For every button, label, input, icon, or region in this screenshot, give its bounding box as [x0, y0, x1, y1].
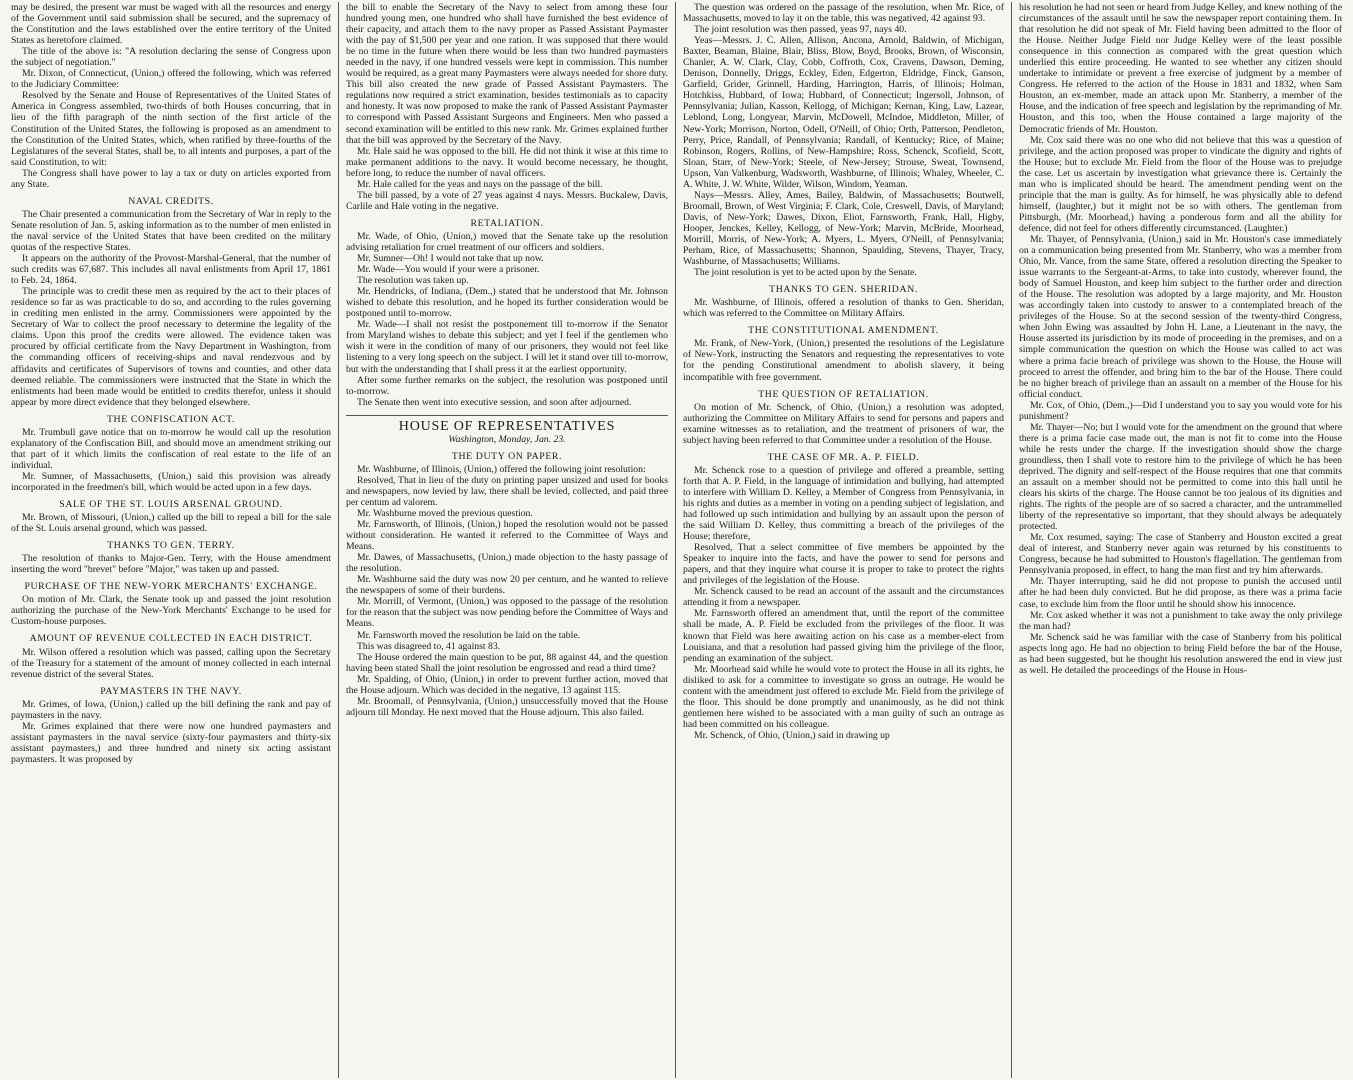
- paragraph: Mr. Farnsworth moved the resolution be laid on the table.: [357, 629, 581, 641]
- paragraph: Mr. Hale called for the yeas and nays on the passage of the bill.: [357, 178, 603, 190]
- paragraph: On motion of Mr. Clark, the Senate took up and passed the joint resolution authorizing the purchase of the New-York Merchants' Exchange to be used for Custom-house purposes.: [11, 594, 331, 628]
- paragraph: his resolution he had not seen or heard from Judge Kelley, and knew nothing of the circumstances of the assault until he saw the newspaper report containing them. In that resolution he did not speak of Mr. Field having been admitted to the floor of the House. Neither Judge Field nor Judge Kelley were of the least possible consequence in this connection as compared with the great question which underlied this entire proceeding. He wanted to see whether any citizen should undertake to intimidate or prevent a free exercise of judgment by a member of Congress. He referred to the action of the House in 1831 and 1832, when Sam Houston, an ex-member, made an attack upon Mr. Stanberry, a member of the House, and the indication of free speech and legislation by the reprimanding of Mr. Houston, and this too, when the House contained a large majority of the Democratic friends of Mr. Houston.: [1019, 2, 1342, 135]
- paragraph: The bill passed, by a vote of 27 yeas against 4 nays. Messrs. Buckalew, Davis, Carlile and Hale voting in the negative.: [346, 189, 668, 212]
- paragraph: Yeas—Messrs. J. C. Allen, Allison, Ancona, Arnold, Baldwin, of Michigan, Baxter, Beaman, Blaine, Blair, Bliss, Blow, Boyd, Brooks, Brown, of Wisconsin, Chanler, A. W. Clark, Clay, Cobb, Coffroth, Cox, Cravens, Dawson, Deming, Denison, Donnelly, Driggs, Eckley, Eden, Edgerton, Eldridge, Finck, Ganson, Garfield, Grider, Grinnell, Harding, Harrington, Harris, of Illinois; Holman, Hotchkiss, Hubbard, of Iowa; Hubbard, of Connecticut; Ingersoll, Johnson, of Pennsylvania; Julian, Kasson, Kellogg, of Michigan; Kernan, King, Law, Lazear, Leblond, Long, Longyear, Marvin, McDowell, McIndoe, Middleton, Miller, of New-York; Morrison, Norton, Odell, O'Neill, of Ohio; Orth, Patterson, Pendleton, Perry, Price, Randall, of Pennsylvania; Randall, of Kentucky; Rice, of Maine; Robinson, Rogers, Rollins, of New-Hampshire; Ross, Schenck, Scofield, Scott, Sloan, Starr, of New-York; Steele, of New-Jersey; Strouse, Sweat, Townsend, Upson, Van Valkenburg, Wadsworth, Washburne, of Illinois; Whaley, Wheeler, C. A. White, J. W. White, Wilder, Wilson, Windom, Yeaman.: [683, 35, 1004, 190]
- paragraph: Mr. Cox, of Ohio, (Dem.,)—Did I understand you to say you would vote for his punishment?: [1019, 399, 1342, 422]
- section-heading: THANKS TO GEN. TERRY.: [107, 540, 235, 552]
- paragraph: Mr. Grimes explained that there were now one hundred paymasters and assistant paymasters in the naval service (sixty-four paymasters and thirty-six assistant paymasters,) and three hundred and ninety six acting assistant paymasters. It was proposed by: [11, 720, 331, 765]
- paragraph: After some further remarks on the subject, the resolution was postponed until to-morrow.: [346, 374, 668, 397]
- column-2: [339, 2, 676, 1078]
- paragraph: Mr. Schenck rose to a question of privilege and offered a preamble, setting forth that A. P. Field, in the language of intimidation and bullying, had attempted to interfere with William D. Kelley, a Member of Congress from Pennsylvania, in his rights and duties as a member in voting on a pending subject of legislation, and had followed up such intimidation and bullying by an assault upon the person of the said William D. Kelley, thus committing a breach of the privileges of the House; therefore,: [683, 464, 1004, 543]
- paragraph: On motion of Mr. Schenck, of Ohio, (Union,) a resolution was adopted, authorizing the Committee on Military Affairs to send for persons and papers and examine witnesses as to retaliation, and the treatment of prisoners of war, the subject having been referred to that Committee under a resolution of the House.: [683, 401, 1004, 446]
- section-heading: PAYMASTERS IN THE NAVY.: [100, 685, 242, 697]
- section-heading: NAVAL CREDITS.: [128, 195, 214, 207]
- paragraph: Mr. Spalding, of Ohio, (Union,) in order to prevent further action, moved that the House adjourn. Which was decided in the negative, 13 against 115.: [346, 673, 668, 696]
- section-heading: THE DUTY ON PAPER.: [451, 450, 563, 462]
- paragraph: Mr. Farnsworth, of Illinois, (Union,) hoped the resolution would not be passed without consideration. He wanted it referred to the Committee of Ways and Means.: [346, 519, 668, 553]
- paragraph: Mr. Thayer interrupting, said he did not propose to punish the accused until after he had been duly convicted. But he did propose, as there was a prima facie case, to exclude him from the floor until he should show his innocence.: [1019, 576, 1342, 610]
- paragraph: Mr. Thayer, of Pennsylvania, (Union,) said in Mr. Houston's case immediately on a communication being presented from Mr. Stanberry, who was a member from Ohio, Mr. Vance, from the same State, offered a resolution directing the Speaker to issue warrants to the Sergeant-at-Arms, to take into custody, wherever found, the body of Samuel Houston, and keep him subject to the further order and direction of the House. The resolution was adopted by a large majority, and Mr. Houston was accordingly taken into custody to answer to a contemplated breach of the privileges of the House. So at the second session of the twenty-third Congress, when John Ewing was assaulted by John H. Lane, a Lieutenant in the navy, the House asserted its jurisdiction by its mode of proceeding in the premises, and on a simple communication the question on which the House was called to act was where a prima facie breach of privilege was shown to the House, the House will proceed to arrest the offender, and bring him to the bar of the House. There could be no higher breach of privilege than an assault on a member of the House for his official conduct.: [1019, 233, 1342, 400]
- paragraph: The principle was to credit these men as required by the act to their places of residence so far as was practicable to do so, and according to the rules governing in crediting men enlisted in the army. Commissioners were appointed by the Secretary of War to collect the proof necessary to determine the legality of the claims. Upon this proof the credits were allowed. The evidence taken was procured by official certificate from the Navy Department in Washington, from the commanding officers of receiving-ships and naval rendezvous and by affidavits and certificates of Supervisors of towns and counties, and other data deemed reliable. The commissioners were instructed that the State in which the enlistments had been made would be entitled to credits therefor, unless it should appear by more direct evidence that they belonged elsewhere.: [11, 286, 331, 408]
- paragraph: The joint resolution is yet to be acted upon by the Senate.: [694, 267, 917, 279]
- section-heading: AMOUNT OF REVENUE COLLECTED IN EACH DISTRICT.: [29, 633, 313, 645]
- paragraph: The question was ordered on the passage of the resolution, when Mr. Rice, of Massachusetts, moved to lay it on the table, this was negatived, 42 against 93.: [683, 2, 1004, 25]
- paragraph: Mr. Cox resumed, saying: The case of Stanberry and Houston excited a great deal of interest, and Stanberry never again was returned by his constituents to Congress, because he had submitted to Houston's flagellation. The gentleman from Pennsylvania proposed, in effect, to hang the man first and try him afterwards.: [1019, 532, 1342, 577]
- paragraph: This was disagreed to, 41 against 83.: [357, 640, 501, 652]
- paragraph: Mr. Hale said he was opposed to the bill. He did not think it wise at this time to make permanent additions to the navy. It would become necessary, he thought, before long, to reduce the number of naval officers.: [346, 145, 668, 179]
- paragraph: Mr. Dixon, of Connecticut, (Union,) offered the following, which was referred to the Judiciary Committee:: [11, 68, 331, 91]
- paragraph: Mr. Washburne, of Illinois, offered a resolution of thanks to Gen. Sheridan, which was referred to the Committee on Military Affairs.: [683, 297, 1004, 320]
- paragraph: Resolved by the Senate and House of Representatives of the United States of America in Congress assembled, two-thirds of both Houses concurring, that in lieu of the fifth paragraph of the ninth section of the first article of the Constitution of the United States, the following is proposed as an amendment to the Constitution of the United States, which, when ratified by three-fourths of the Legislatures of the several States, shall be, to all intents and purposes, a part of the said Constitution, to wit:: [11, 90, 331, 168]
- paragraph: Nays—Messrs. Alley, Ames, Bailey, Baldwin, of Massachusetts; Boutwell, Broomall, Brown, of West Virginia; F. Clark, Cole, Creswell, Davis, of Maryland; Davis, of New-York; Dawes, Dixon, Eliot, Farnsworth, Frank, Hall, Higby, Hooper, Jenckes, Kelley, Kellogg, of New-York; Marvin, McBride, Moorhead, Morrill, Morris, of New-York; A. Myers, L. Myers, O'Neill, of Pennsylvania; Perham, Rice, of Massachusetts; Shannon, Spaulding, Stevens, Thayer, Tracy, Washburne, of Massachusetts; Williams.: [683, 189, 1004, 268]
- paragraph: Mr. Frank, of New-York, (Union,) presented the resolutions of the Legislature of New-York, instructing the Senators and requesting the representatives to vote for the pending Constitutional amendment to abolish slavery, it being incompatible with free government.: [683, 338, 1004, 383]
- section-heading: THANKS TO GEN. SHERIDAN.: [769, 284, 918, 296]
- paragraph: may be desired, the present war must be waged with all the resources and energy of the Government until said submission shall be secured, and the supremacy of the Constitution and the laws established over the entire territory of the United States as heretofore claimed.: [11, 2, 331, 47]
- paragraph: Mr. Morrill, of Vermont, (Union,) was opposed to the passage of the resolution for the reason that the subject was now pending before the Committee of Ways and Means.: [346, 596, 668, 630]
- paragraph: Mr. Sumner, of Massachusetts, (Union,) said this provision was already incorporated in the freedmen's bill, which would be acted upon in a few days.: [11, 470, 331, 493]
- paragraph: The title of the above is: "A resolution declaring the sense of Congress upon the subject of negotiation.": [11, 46, 331, 69]
- section-heading: THE CASE OF MR. A. P. FIELD.: [767, 451, 920, 463]
- paragraph: Mr. Cox asked whether it was not a punishment to take away the only privilege the man had?: [1019, 609, 1342, 632]
- dateline: Washington, Monday, Jan. 23.: [448, 433, 566, 445]
- section-heading: SALE OF THE ST. LOUIS ARSENAL GROUND.: [59, 499, 283, 511]
- paragraph: The Chair presented a communication from the Secretary of War in reply to the Senate resolution of Jan. 5, asking information as to the number of men enlisted in the naval service of the United States that have been credited on the military quotas of the respective States.: [11, 208, 331, 253]
- column-3: [676, 2, 1012, 1078]
- paragraph: Mr. Washburne, of Illinois, (Union,) offered the following joint resolution:: [357, 463, 646, 475]
- paragraph: Mr. Washburne moved the previous question.: [357, 508, 533, 520]
- paragraph: Mr. Schenck said he was familiar with the case of Stanberry from his political aspects long ago. He had no objection to bring Field before the bar of the House, as had been suggested, but he thought his resolution answered the end in view just as well. He detailed the proceedings of the House in Hous-: [1019, 631, 1342, 676]
- paragraph: Mr. Sumner—Oh! I would not take that up now.: [357, 253, 544, 265]
- paragraph: Mr. Wade—I shall not resist the postponement till to-morrow if the Senator from Maryland wishes to debate this subject; and yet I feel if the gentlemen who wish it were in the condition of many of our prisoners, they would not feel like listening to a very long speech on the subject. I will let it stand over till to-morrow, but with the understanding that I shall press it at the earliest opportunity.: [346, 319, 668, 375]
- paragraph: Mr. Wade—You would if your were a prisoner.: [357, 264, 540, 276]
- paragraph: Mr. Grimes, of Iowa, (Union,) called up the bill defining the rank and pay of paymasters in the navy.: [11, 698, 331, 721]
- section-heading: THE CONSTITUTIONAL AMENDMENT.: [748, 325, 939, 337]
- paragraph: The joint resolution was then passed, yeas 97, nays 40.: [694, 24, 907, 36]
- paragraph: Mr. Cox said there was no one who did not believe that this was a question of privilege, and the action proposed was proper to vindicate the dignity and rights of the House; but to exclude Mr. Field from the floor of the House was to prejudge the case. Let us ascertain by investigation what grievance there is. Certainly the man who is implicated should be heard. The amendment pending went on the principle that the man is guilty. As for himself, he was physically able to defend himself, (laughter,) but it might not be so with others. The gentleman from Pittsburgh, (Mr. Moorhead,) having a ponderous form and all the ability for defence, did not feel for others differently circumstanced. (Laughter.): [1019, 134, 1342, 234]
- paragraph: Mr. Thayer—No; but I would vote for the amendment on the ground that where there is a prima facie case made out, the man is not fit to come into the House while he rests under the charge. If the investigation should show the charge groundless, then I shall vote to restore him to the privilege of which he has been deprived. The dignity and self-respect of the House requires that one that commits an assault on a member should not be permitted to come into this hall until he clears his skirts of the charge. The House cannot be too jealous of its dignities and rights. The rights of the people are of so sacred a character, and the untrammelled liberty of the representative so important, that they should always be adequately protected.: [1019, 421, 1342, 533]
- section-heading: PURCHASE OF THE NEW-YORK MERCHANTS' EXCHANGE.: [24, 581, 318, 593]
- paragraph: Resolved, That a select committee of five members be appointed by the Speaker to inquire into the facts, and have the power to send for persons and papers, and that they inquire what course it is proper to take to protect the rights and privileges of the legislation of the House.: [683, 542, 1004, 587]
- paragraph: The House ordered the main question to be put, 88 against 44, and the question having been stated Shall the joint resolution be engrossed and read a third time?: [346, 651, 668, 674]
- column-4: [1012, 2, 1349, 1078]
- paragraph: Mr. Moorhead said while he would vote to protect the House in all its rights, he disliked to ask for a committee to investigate so gross an outrage. He would be content with the amendment just offered to exclude Mr. Field from the privilege of the floor. This should be done promptly and unanimously, as he did not think gentlemen here wished to be associated with a man guilty of such an outrage as had been committed on his colleague.: [683, 663, 1004, 730]
- paragraph: Mr. Broomall, of Pennsylvania, (Union,) unsuccessfully moved that the House adjourn till Monday. He next moved that the House adjourn. This also failed.: [346, 695, 668, 718]
- paragraph: Mr. Washburne said the duty was now 20 per centum, and he wanted to relieve the newspapers of some of their burdens.: [346, 574, 668, 597]
- column-1: [4, 2, 339, 1078]
- paragraph: The resolution of thanks to Major-Gen. Terry, with the House amendment inserting the word "brevet" before "Major," was taken up and passed.: [11, 553, 331, 576]
- paragraph: the bill to enable the Secretary of the Navy to select from among these four hundred young men, one hundred who shall have furnished the best evidence of their capacity, and attach them to the navy proper as Passed Assistant Paymaster with the pay of $1,500 per year and one ration. It was supposed that there would be no time in the future when there would be less than two hundred paymasters needed in the navy, if one hundred vessels were kept in commission. This number would be required, as a great many Paymasters were always needed for shore duty. This bill also created the new grade of Passed Assistant Paymasters. The regulations now required a strict examination, besides testimonials as to capacity and honesty. It was now proposed to make the rank of Passed Assistant Paymaster to correspond with Passed Assistant Surgeons and Engineers. Men who passed a second examination will be entitled to this new rank. Mr. Grimes explained further that the bill was approved by the Secretary of the Navy.: [346, 2, 668, 146]
- house-heading: HOUSE OF REPRESENTATIVES: [346, 415, 668, 432]
- paragraph: The Congress shall have power to lay a tax or duty on articles exported from any State.: [11, 167, 331, 190]
- paragraph: Mr. Schenck caused to be read an account of the assault and the circumstances attending it from a newspaper.: [683, 586, 1004, 609]
- paragraph: The Senate then went into executive session, and soon after adjourned.: [357, 396, 632, 408]
- paragraph: Mr. Wade, of Ohio, (Union,) moved that the Senate take up the resolution advising retaliation for cruel treatment of our officers and soldiers.: [346, 230, 668, 253]
- paragraph: It appears on the authority of the Provost-Marshal-General, that the number of such credits was 67,687. This includes all naval enlistments from April 17, 1861 to Feb. 24, 1864.: [11, 253, 331, 287]
- paragraph: Mr. Schenck, of Ohio, (Union,) said in drawing up: [694, 729, 890, 741]
- paragraph: Mr. Dawes, of Massachusetts, (Union,) made objection to the hasty passage of the resolution.: [346, 552, 668, 575]
- section-heading: THE CONFISCATION ACT.: [106, 413, 236, 425]
- paragraph: Mr. Hendricks, of Indiana, (Dem.,) stated that he understood that Mr. Johnson wished to debate this resolution, and he hoped its further consideration would be postponed until to-morrow.: [346, 286, 668, 320]
- paragraph: Mr. Farnsworth offered an amendment that, until the report of the committee shall be made, A. P. Field be excluded from the privileges of the floor. It was known that Field was here awaiting action on his case as a member-elect from Louisiana, and that a resolution had passed giving him the privilege of the floor, pending an examination of the subject.: [683, 608, 1004, 664]
- paragraph: Resolved, That in lieu of the duty on printing paper unsized and used for books and newspapers, now levied by law, there shall be levied, collected, and paid three per centum ad valorem.: [346, 474, 668, 508]
- section-heading: THE QUESTION OF RETALIATION.: [758, 388, 929, 400]
- paragraph: Mr. Wilson offered a resolution which was passed, calling upon the Secretary of the Treasury for a statement of the amount of money collected in each internal revenue district of the several States.: [11, 646, 331, 680]
- paragraph: Mr. Brown, of Missouri, (Union,) called up the bill to repeal a bill for the sale of the St. Louis arsenal ground, which was passed.: [11, 512, 331, 535]
- section-heading: RETALIATION.: [470, 217, 544, 229]
- paragraph: Mr. Trumbull gave notice that on to-morrow he would call up the resolution explanatory of the Confiscation Bill, and should move an amendment striking out that part of it which limits the confiscation of real estate to the life of an individual.: [11, 426, 331, 471]
- paragraph: The resolution was taken up.: [357, 275, 469, 287]
